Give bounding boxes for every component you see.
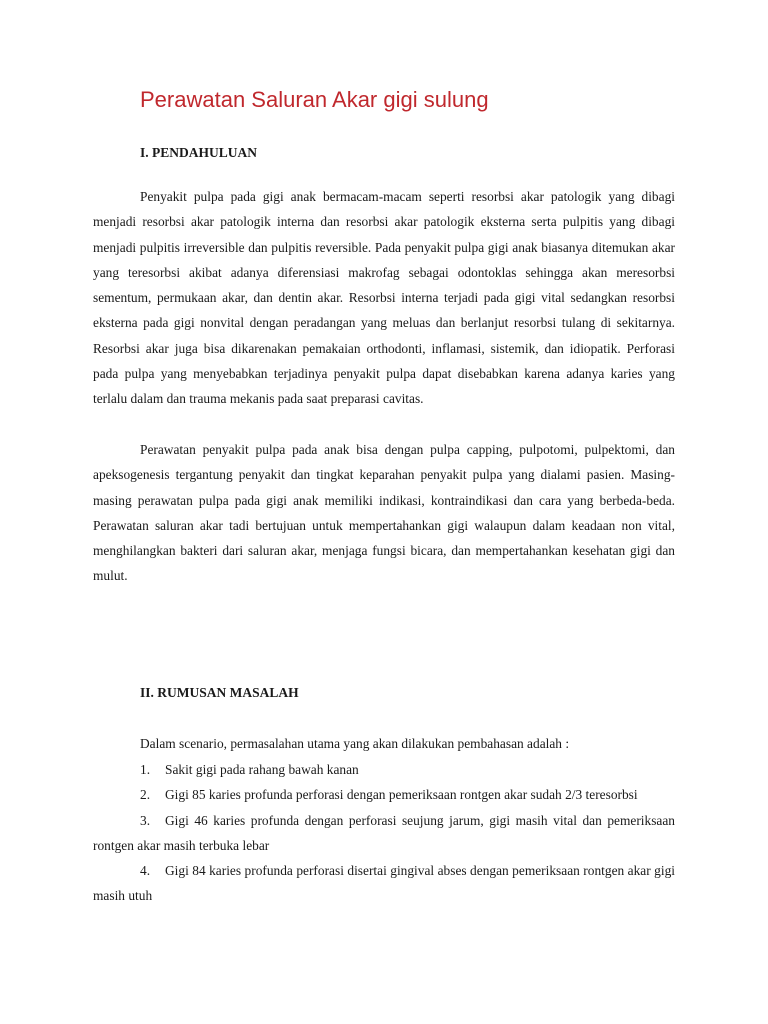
- list-text: Gigi 85 karies profunda perforasi dengan pemeriksaan rontgen akar sudah 2/3 teresorbsi: [165, 787, 638, 803]
- list-number: 1.: [140, 762, 151, 777]
- list-item: [93, 858, 675, 909]
- list-number: 4.: [140, 863, 151, 879]
- document-title: Perawatan Saluran Akar gigi sulung: [140, 87, 489, 112]
- list-text: Gigi 84 karies profunda perforasi disertai gingival abses dengan pemeriksaan rontgen akar gigi masih utuh: [93, 863, 675, 904]
- section-heading-rumusan-masalah: II. RUMUSAN MASALAH: [140, 685, 299, 700]
- list-number: 2.: [140, 787, 151, 803]
- paragraph-1: Penyakit pulpa pada gigi anak bermacam-macam seperti resorbsi akar patologik yang dibagi menjadi resorbsi akar patologik interna dan resorbsi akar patologik eksterna serta pulpitis yang dibagi menjadi pulpitis irreversible dan pulpitis reversible. Pada penyakit pulpa gigi anak biasanya ditemukan akar yang teresorbsi akibat adanya diferensiasi makrofag sebagai odontoklas sehingga akan meresorbsi sementum, permukaan akar, dan dentin akar. Resorbsi interna terjadi pada gigi vital sedangkan resorbsi eksterna pada gigi nonvital dengan peradangan yang meluas dan berlanjut resorbsi tulang di sekitarnya. Resorbsi akar juga bisa dikarenakan pemakaian orthodonti, inflamasi, sistemik, dan idiopatik. Perforasi pada pulpa yang menyebabkan terjadinya penyakit pulpa dapat disebabkan karena adanya karies yang terlalu dalam dan trauma mekanis pada saat preparasi cavitas.: [93, 189, 675, 407]
- list-text: Gigi 46 karies profunda dengan perforasi seujung jarum, gigi masih vital dan pemeriksaan rontgen akar masih terbuka lebar: [93, 812, 675, 853]
- section-intro: Dalam scenario, permasalahan utama yang akan dilakukan pembahasan adalah :: [140, 736, 570, 751]
- list-text: Sakit gigi pada rahang bawah kanan: [165, 762, 359, 777]
- list-number: 3.: [140, 812, 151, 828]
- list-item: [93, 808, 675, 859]
- list-item: [93, 782, 675, 807]
- list-item: [93, 757, 675, 782]
- paragraph-2: Perawatan penyakit pulpa pada anak bisa dengan pulpa capping, pulpotomi, pulpektomi, dan apeksogenesis tergantung penyakit dan tingkat keparahan penyakit pulpa yang dialami pasien. Masing-masing perawatan pulpa pada gigi anak memiliki indikasi, kontraindikasi dan cara yang berbeda-beda. Perawatan saluran akar tadi bertujuan untuk mempertahankan gigi walaupun dalam keadaan non vital, menghilangkan bakteri dari saluran akar, menjaga fungsi bicara, dan mempertahankan kesehatan gigi dan mulut.: [93, 442, 675, 584]
- section-heading-pendahuluan: I. PENDAHULUAN: [140, 145, 258, 160]
- problem-list: [93, 757, 675, 909]
